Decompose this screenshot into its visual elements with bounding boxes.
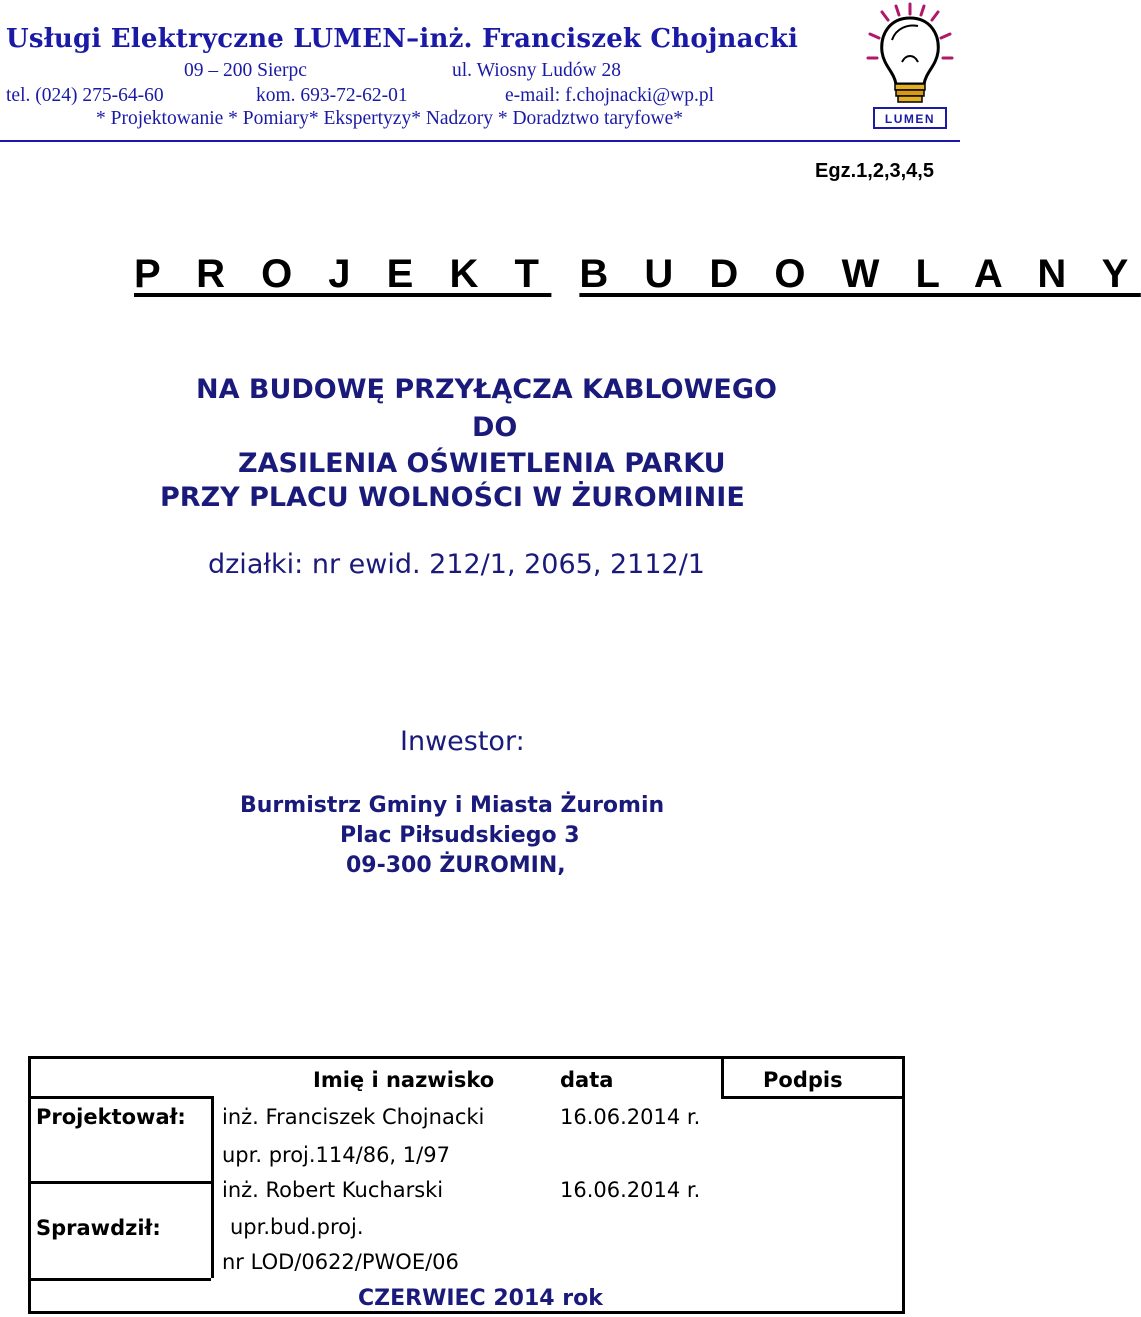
table-divider: [31, 1278, 211, 1281]
reviewer-certificate: upr.bud.proj.: [230, 1215, 364, 1239]
table-divider: [721, 1096, 902, 1099]
document-title: [134, 252, 1141, 297]
table-divider: [31, 1181, 211, 1184]
mobile: kom. 693-72-62-01: [256, 85, 408, 106]
table-divider: [721, 1059, 724, 1096]
column-header-name: Imię i nazwisko: [313, 1068, 495, 1092]
services-list: * Projektowanie * Pomiary* Ekspertyzy* Nadzory * Doradztwo taryfowe*: [96, 108, 684, 129]
designer-certificate: upr. proj.114/86, 1/97: [222, 1143, 450, 1167]
postal-code: 09 – 200 Sierpc: [184, 60, 307, 81]
logo-text: LUMEN: [884, 112, 936, 126]
reviewer-date: 16.06.2014 r.: [560, 1178, 701, 1202]
subtitle-line-4: PRZY PLACU WOLNOŚCI W ŻUROMINIE: [160, 482, 745, 513]
reviewer-certificate-number: nr LOD/0622/PWOE/06: [222, 1250, 459, 1274]
document-date: CZERWIEC 2014 rok: [358, 1286, 603, 1311]
role-reviewer: Sprawdził:: [36, 1216, 161, 1240]
header-divider: [0, 140, 960, 142]
company-name: Usługi Elektryczne LUMEN–inż. Franciszek Chojnacki: [6, 24, 799, 54]
lightbulb-icon: [862, 0, 958, 136]
signature-table: [28, 1056, 905, 1314]
subtitle-line-1: NA BUDOWĘ PRZYŁĄCZA KABLOWEGO: [196, 374, 777, 405]
lumen-logo: [862, 0, 958, 136]
email: e-mail: f.chojnacki@wp.pl: [505, 85, 715, 106]
copies-label: Egz.1,2,3,4,5: [815, 160, 934, 182]
street-address: ul. Wiosny Ludów 28: [452, 60, 621, 81]
subtitle-line-2: DO: [472, 412, 518, 443]
investor-city: 09-300 ŻUROMIN,: [346, 853, 566, 878]
designer-name: inż. Franciszek Chojnacki: [222, 1105, 485, 1129]
column-header-signature: Podpis: [763, 1068, 843, 1092]
table-divider: [31, 1096, 211, 1099]
role-designer: Projektował:: [36, 1105, 186, 1129]
designer-date: 16.06.2014 r.: [560, 1105, 701, 1129]
plot-numbers: działki: nr ewid. 212/1, 2065, 2112/1: [208, 549, 705, 580]
investor-label: Inwestor:: [400, 726, 525, 757]
phone: tel. (024) 275-64-60: [6, 85, 164, 106]
title-word-2: B U D O W L A N Y: [579, 252, 1141, 296]
table-divider: [211, 1096, 214, 1278]
investor-street: Plac Piłsudskiego 3: [340, 823, 580, 848]
subtitle-line-3: ZASILENIA OŚWIETLENIA PARKU: [238, 448, 726, 479]
investor-name: Burmistrz Gminy i Miasta Żuromin: [240, 793, 665, 818]
reviewer-name: inż. Robert Kucharski: [222, 1178, 444, 1202]
title-word-1: P R O J E K T: [134, 252, 552, 296]
column-header-date: data: [560, 1068, 614, 1092]
